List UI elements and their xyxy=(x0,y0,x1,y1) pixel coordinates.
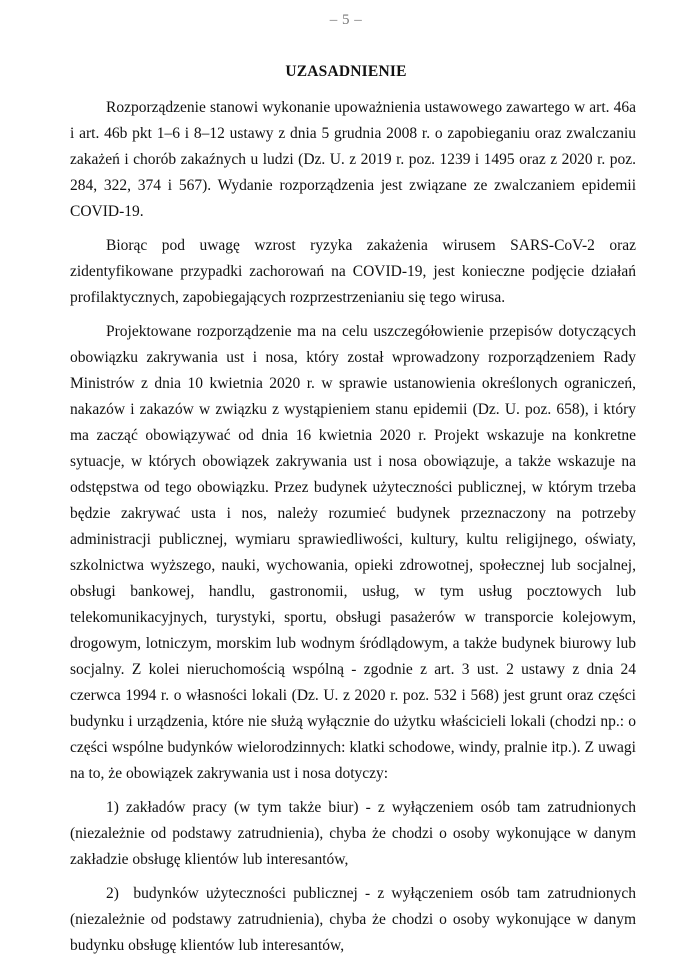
list-item-number: 2) xyxy=(106,885,119,902)
list-item-text: budynków użyteczności publicznej - z wyłączeniem osób tam zatrudnionych (niezależnie od podstawy zatrudnienia), chyba że chodzi o osoby wykonujące w danym budynku obsługę klientów lub interesantów, xyxy=(70,885,636,954)
document-body xyxy=(70,95,636,967)
list-item-text: zakładów pracy (w tym także biur) - z wyłączeniem osób tam zatrudnionych (niezależnie od podstawy zatrudnienia), chyba że chodzi o osoby wykonujące w danym zakładzie obsługę klientów lub interesantów, xyxy=(70,799,637,868)
list-item-number: 1) xyxy=(106,799,119,816)
page-number: – 5 – xyxy=(329,12,363,28)
list-item xyxy=(70,881,636,959)
paragraph-risk: Biorąc pod uwagę wzrost ryzyka zakażenia wirusem SARS-CoV-2 oraz zidentyfikowane przypadki zachorowań na COVID-19, jest konieczne podjęcie działań profilaktycznych, zapobiegających rozprzestrzenianiu się tego wirusa. xyxy=(70,237,636,306)
paragraph-project-purpose: Projektowane rozporządzenie ma na celu uszczegółowienie przepisów dotyczących obowiązku zakrywania ust i nosa, który został wprowadzony rozporządzeniem Rady Ministrów z dnia 10 kwietnia 2020 r. w sprawie ustanowienia określonych ograniczeń, nakazów i zakazów w związku z wystąpieniem stanu epidemii (Dz. U. poz. 658), i który ma zacząć obowiązywać od dnia 16 kwietnia 2020 r. Projekt wskazuje na konkretne sytuacje, w których obowiązek zakrywania ust i nosa obowiązuje, a także wskazuje na odstępstwa od tego obowiązku. Przez budynek użyteczności publicznej, w którym trzeba będzie zakrywać usta i nos, należy rozumieć budynek przeznaczony na potrzeby administracji publicznej, wymiaru sprawiedliwości, kultury, kultu religijnego, oświaty, szkolnictwa wyższego, nauki, wychowania, opieki zdrowotnej, społecznej lub socjalnej, obsługi bankowej, handlu, gastronomii, usług, w tym usług pocztowych lub telekomunikacyjnych, turystyki, sportu, obsługi pasażerów w transporcie kolejowym, drogowym, lotniczym, morskim lub wodnym śródlądowym, a także budynek biurowy lub socjalny. Z kolei nieruchomością wspólną - zgodnie z art. 3 ust. 2 ustawy z dnia 24 czerwca 1994 r. o własności lokali (Dz. U. z 2020 r. poz. 532 i 568) jest grunt oraz części budynku i urządzenia, które nie służą wyłącznie do użytku właścicieli lokali (chodzi np.: o części wspólne budynków wielorodzinnych: klatki schodowe, windy, pralnie itp.). Z uwagi na to, że obowiązek zakrywania ust i nosa dotyczy: xyxy=(70,323,636,782)
paragraph-legal-basis: Rozporządzenie stanowi wykonanie upoważnienia ustawowego zawartego w art. 46a i art. 46b pkt 1–6 i 8–12 ustawy z dnia 5 grudnia 2008 r. o zapobieganiu oraz zwalczaniu zakażeń i chorób zakaźnych u ludzi (Dz. U. z 2019 r. poz. 1239 i 1495 oraz z 2020 r. poz. 284, 322, 374 i 567). Wydanie rozporządzenia jest związane ze zwalczaniem epidemii COVID-19. xyxy=(70,99,636,220)
list-item xyxy=(70,795,636,873)
document-title: UZASADNIENIE xyxy=(285,63,407,80)
